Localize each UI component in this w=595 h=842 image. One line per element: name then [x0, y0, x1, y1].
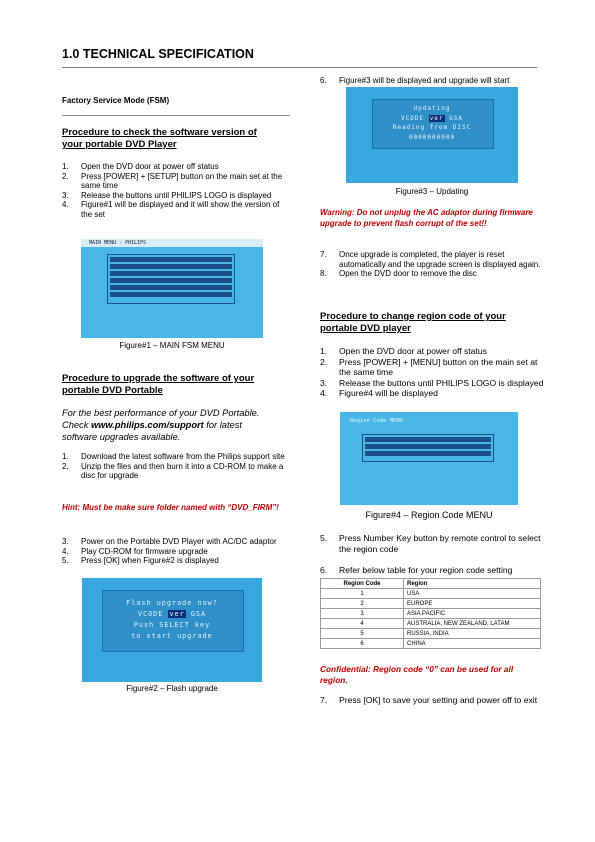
heading-line: Procedure to change region code of your — [320, 311, 506, 322]
figure2-caption: Figure#2 – Flash upgrade — [126, 684, 218, 693]
list-item — [320, 357, 545, 378]
step-number: 7. — [320, 250, 327, 259]
list-item — [62, 556, 290, 566]
list-item — [62, 172, 290, 191]
figure3-updating-screen — [346, 87, 518, 183]
heading-line: portable DVD player — [320, 323, 411, 334]
warning-text: Warning: Do not unplug the AC adaptor during firmware upgrade to prevent flash corrupt of the set!! — [320, 208, 533, 228]
region-code-cell: 1 — [321, 589, 404, 599]
fig3-text-block — [346, 104, 518, 142]
region-heading — [320, 311, 545, 335]
list-item — [62, 191, 290, 201]
step-text: Press Number Key button by remote control to select the region code — [339, 533, 541, 554]
figure1-fsm-menu-screen — [81, 239, 263, 338]
region-name-cell: EUROPE — [404, 599, 541, 609]
region-name-cell: USA — [404, 589, 541, 599]
step-number: 4. — [320, 388, 328, 399]
step-number: 5. — [62, 556, 69, 566]
step-number: 8. — [320, 269, 327, 279]
list-item — [320, 533, 545, 554]
step-number: 5. — [320, 533, 328, 543]
step-text: Download the latest software from the Philips support site — [81, 452, 285, 461]
fig2-line: to start upgrade — [131, 632, 213, 640]
step-text: Release the buttons until PHILIPS LOGO is displayed — [339, 377, 544, 388]
fig2-text-block — [82, 598, 262, 642]
step-text: Unzip the files and then burn it into a CD-ROM to make a disc for upgrade — [81, 461, 284, 481]
upgrade-heading — [62, 373, 302, 397]
fig3-version-line — [346, 114, 518, 124]
region-step-6 — [320, 565, 545, 576]
step-number: 6. — [320, 76, 327, 85]
fig3-line: Reading from DISC — [392, 124, 472, 131]
intro-text: for latest — [203, 420, 242, 430]
step-text: Play CD-ROM for firmware upgrade — [81, 546, 208, 556]
fig2-line: Push SELECT key — [133, 621, 211, 629]
table-row — [321, 609, 541, 619]
step-number: 3. — [62, 537, 69, 546]
step-text: Open the DVD door to remove the disc — [339, 269, 477, 279]
figure4-region-menu-screen — [340, 412, 518, 505]
step-text: Press [OK] when Figure#2 is displayed — [81, 556, 219, 566]
heading-line: portable DVD Portable — [62, 385, 163, 396]
step-text: Figure#4 will be displayed — [339, 388, 438, 399]
step-text: Open the DVD door at power off status — [81, 162, 219, 171]
region-step-7 — [320, 695, 545, 706]
list-item — [62, 452, 290, 462]
page-title: 1.0 TECHNICAL SPECIFICATION — [62, 47, 254, 61]
fig2-gsa: GSA — [190, 610, 207, 618]
region-steps — [320, 346, 545, 399]
heading-line: your portable DVD Player — [62, 139, 177, 150]
list-item — [320, 695, 545, 706]
step-number: 4. — [62, 546, 69, 556]
fig3-line: Updating — [413, 105, 451, 112]
table-row — [321, 599, 541, 609]
list-item — [320, 269, 542, 279]
list-item — [320, 565, 545, 576]
step-text: Figure#3 will be displayed and upgrade will start — [339, 76, 510, 85]
table-header-row — [321, 579, 541, 589]
list-item — [62, 462, 290, 481]
step-number: 2. — [62, 171, 69, 181]
list-item — [320, 250, 542, 269]
hint-text: Hint: Must be make sure folder named with “DVD_FIRM”! — [62, 503, 279, 512]
step-number: 2. — [62, 461, 69, 471]
region-name-cell: AUSTRALIA, NEW ZEALAND, LATAM — [404, 619, 541, 629]
intro-line: software upgrades available. — [62, 432, 181, 442]
figure1-caption: Figure#1 – MAIN FSM MENU — [119, 341, 225, 350]
table-header: Region — [404, 579, 541, 589]
step-text: Release the buttons until PHILIPS LOGO is displayed — [81, 190, 272, 200]
step-text: Press [POWER] + [MENU] button on the main set at the same time — [339, 356, 538, 378]
table-row — [321, 629, 541, 639]
step-number: 1. — [320, 346, 328, 356]
fig4-menu-box — [362, 434, 494, 462]
fig2-ver-badge: ver — [169, 610, 185, 618]
check-version-heading — [62, 127, 302, 151]
fig2-line: Flash upgrade now? — [126, 599, 218, 607]
region-code-cell: 5 — [321, 629, 404, 639]
list-item — [320, 346, 545, 357]
heading-line: Procedure to upgrade the software of your — [62, 373, 255, 384]
list-item — [320, 378, 545, 389]
list-item — [62, 200, 290, 219]
upgrade-steps-7-8 — [320, 250, 542, 279]
region-step-5 — [320, 533, 545, 554]
header-divider — [62, 67, 537, 68]
upgrade-intro — [62, 407, 302, 443]
step-text: Refer below table for your region code setting — [339, 565, 513, 575]
region-code-table — [320, 578, 541, 649]
region-name-cell: ASIA PACIFIC — [404, 609, 541, 619]
region-code-cell: 6 — [321, 639, 404, 649]
list-item — [62, 162, 290, 172]
fsm-divider — [62, 115, 290, 116]
step-number: 2. — [320, 356, 328, 367]
step-text: Power on the Portable DVD Player with AC/DC adaptor — [81, 537, 277, 546]
fig3-progress: 0000000000 — [408, 133, 456, 141]
step-text: Open the DVD door at power off status — [339, 346, 487, 356]
step-number: 1. — [62, 452, 69, 461]
list-item — [62, 547, 290, 557]
region-code-cell: 3 — [321, 609, 404, 619]
intro-line: For the best performance of your DVD Portable. — [62, 408, 260, 418]
step-text: Press [OK] to save your setting and power off to exit — [339, 695, 538, 705]
list-item — [320, 76, 545, 86]
table-row — [321, 619, 541, 629]
fig4-header: Region Code MENU — [350, 418, 403, 424]
fig3-ver-badge: ver — [429, 114, 444, 122]
step-text: Figure#1 will be displayed and it will show the version of the set — [81, 200, 280, 219]
intro-text: Check — [62, 420, 91, 430]
region-code-cell: 2 — [321, 599, 404, 609]
table-row — [321, 589, 541, 599]
figure3-caption: Figure#3 – Updating — [395, 187, 469, 196]
figure2-flash-upgrade-screen — [82, 578, 262, 682]
step-text: Once upgrade is completed, the player is reset automatically and the upgrade screen is displayed again. — [339, 250, 541, 269]
step-number: 3. — [62, 190, 69, 200]
fsm-title: Factory Service Mode (FSM) — [62, 96, 170, 105]
region-table-body — [321, 589, 541, 649]
region-name-cell: RUSSIA, INDIA — [404, 629, 541, 639]
region-name-cell: CHINA — [404, 639, 541, 649]
fig1-menu-box — [107, 254, 235, 304]
confidential-text: Confidential: Region code “0” can be used for all region. — [320, 664, 514, 685]
list-item — [320, 388, 545, 399]
table-header: Region Code — [321, 579, 404, 589]
fig1-header: MAIN MENU - PHILIPS — [89, 240, 147, 246]
support-link[interactable]: www.philips.com/support — [90, 420, 204, 430]
step-number: 7. — [320, 695, 328, 705]
step-number: 1. — [62, 162, 69, 171]
heading-line: Procedure to check the software version of — [62, 127, 257, 138]
region-code-cell: 4 — [321, 619, 404, 629]
intro-line — [62, 419, 302, 431]
check-version-steps — [62, 162, 290, 220]
table-row — [321, 639, 541, 649]
fig2-version-line — [82, 609, 262, 620]
fig3-gsa: GSA — [449, 114, 463, 122]
list-item — [62, 537, 290, 547]
figure4-caption: Figure#4 – Region Code MENU — [365, 510, 493, 520]
step-text: Press [POWER] + [SETUP] button on the main set at the same time — [81, 171, 283, 191]
upgrade-steps-b — [62, 537, 290, 566]
upgrade-steps-a — [62, 452, 290, 481]
step-number: 4. — [62, 200, 69, 210]
upgrade-step-6 — [320, 76, 545, 86]
fig3-vcode: VCODE — [401, 114, 425, 122]
step-number: 6. — [320, 565, 328, 575]
step-number: 3. — [320, 377, 328, 388]
fig2-vcode: VCODE — [137, 610, 164, 618]
